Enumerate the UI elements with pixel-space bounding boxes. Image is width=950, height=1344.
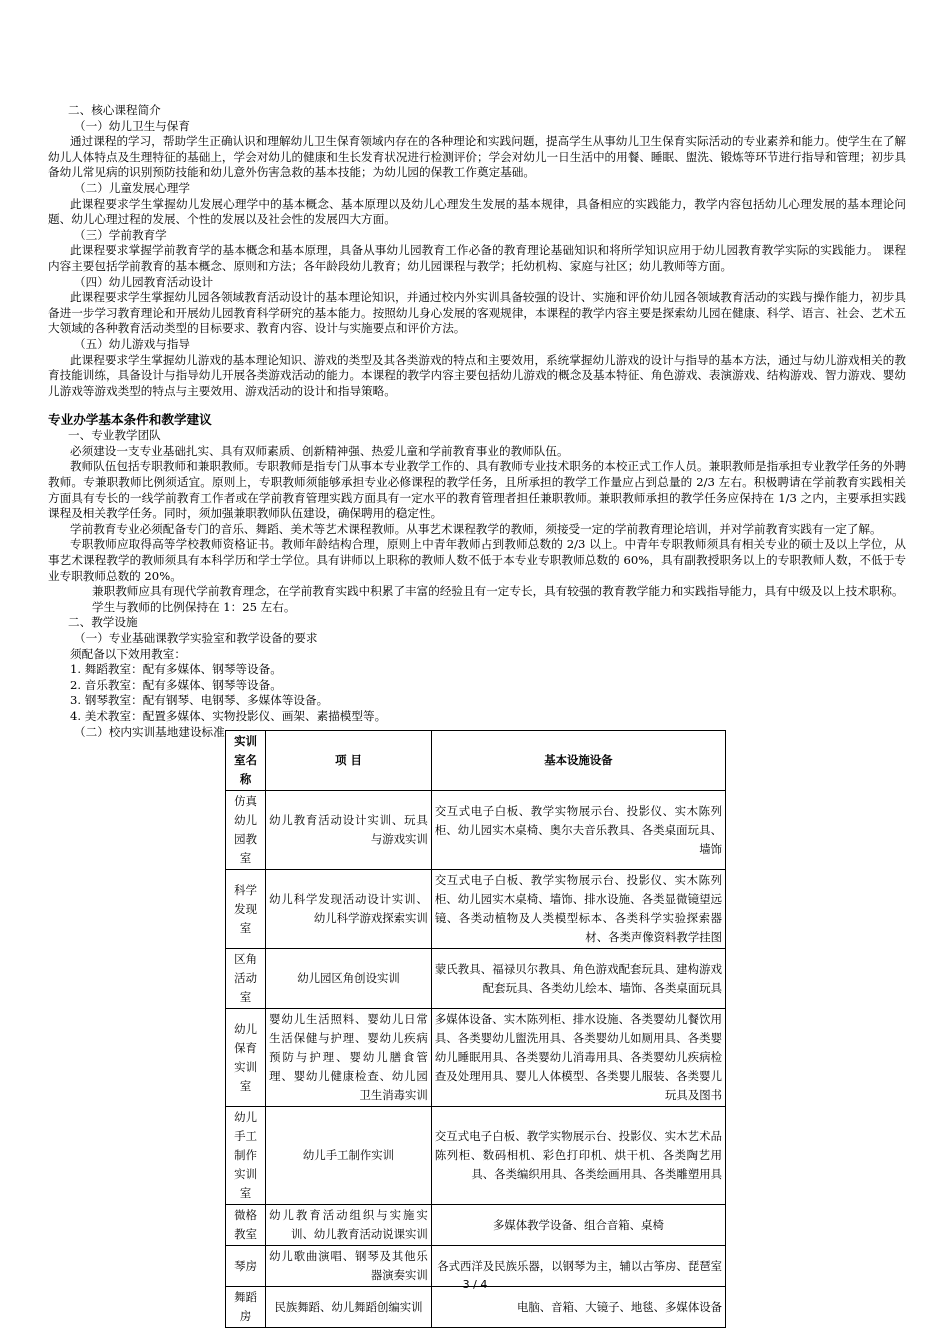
facilities-heading: 二、教学设施 xyxy=(68,615,138,630)
project-cell: 民族舞蹈、幼儿舞蹈创编实训 xyxy=(266,1287,432,1328)
student-teacher-ratio: 学生与教师的比例保持在 1：25 左右。 xyxy=(92,599,296,614)
room-name-cell: 幼儿保育实训室 xyxy=(226,1009,266,1107)
course-title: （一）幼儿卫生与保育 xyxy=(74,118,190,133)
table-row xyxy=(226,791,726,870)
lab-intro: 须配备以下效用教室： xyxy=(70,646,186,661)
section-title: 专业办学基本条件和教学建议 xyxy=(48,412,212,428)
team-heading: 一、专业教学团队 xyxy=(68,428,161,443)
header-equipment: 基本设施设备 xyxy=(431,731,725,791)
course-description: 通过课程的学习，帮助学生正确认识和理解幼儿卫生保育领域内存在的各种理论和实践问题，提高学生从事幼儿卫生保育实际活动的专业素养和能力。使学生在了解幼儿人体特点及生理特征的基础上，学会对幼儿的健康和生长发育状况进行检测评价；学会对幼儿一日生活中的用餐、睡眠、盥洗、锻炼等环节进行指导和管理；初步具备幼儿常见病的识别预防技能和幼儿意外伤害急救的基本技能；为幼儿园的保教工作奠定基础。 xyxy=(48,134,906,180)
project-cell: 幼儿手工制作实训 xyxy=(266,1107,432,1205)
header-project: 项 目 xyxy=(266,731,432,791)
table-row xyxy=(226,1287,726,1328)
room-item: 2. 音乐教室：配有多媒体、钢琴等设备。 xyxy=(70,677,282,692)
document-body xyxy=(48,103,906,740)
project-cell: 幼儿歌曲演唱、钢琴及其他乐器演奏实训 xyxy=(266,1246,432,1287)
course-title: （二）儿童发展心理学 xyxy=(74,180,190,195)
lab-heading: （一）专业基础课教学实验室和教学设备的要求 xyxy=(74,631,318,645)
project-cell: 婴幼儿生活照料、婴幼儿日常生活保健与护理、婴幼儿疾病预防与护理、婴幼儿膳食管理、婴幼儿健康检查、幼儿园卫生消毒实训 xyxy=(266,1009,432,1107)
spacer xyxy=(48,399,906,412)
room-item: 1. 舞蹈教室：配有多媒体、钢琴等设备。 xyxy=(70,662,282,677)
room-name-cell: 微格教室 xyxy=(226,1205,266,1246)
core-courses-heading: 二、核心课程简介 xyxy=(68,103,161,117)
room-name-cell: 区角活动室 xyxy=(226,949,266,1009)
room-name-cell: 科学发现室 xyxy=(226,870,266,949)
course-description: 此课程要求学生掌握幼儿发展心理学中的基本概念、基本原理以及幼儿心理发生发展的基本规律，具备相应的实践能力，教学内容包括幼儿心理发展的基本理论问题、幼儿心理过程的发展、个性的发展以及社会性的发展四大方面。 xyxy=(48,196,906,227)
course-description: 此课程要求学生掌握幼儿游戏的基本理论知识、游戏的类型及其各类游戏的特点和主要效用，系统掌握幼儿游戏的设计与指导的基本方法，通过与幼儿游戏相关的教育技能训练，具备设计与指导幼儿开展各类游戏活动的能力。本课程的教学内容主要包括幼儿游戏的概念及基本特征、角色游戏、表演游戏、结构游戏、智力游戏、婴幼儿游戏等游戏类型的特点与主要效用、游戏活动的设计和指导策略。 xyxy=(48,352,906,398)
course-title: （四）幼儿园教育活动设计 xyxy=(74,274,214,289)
equipment-cell: 交互式电子白板、教学实物展示台、投影仪、实木陈列柜、幼儿园实木桌椅、奥尔夫音乐教具、各类桌面玩具、墙饰 xyxy=(431,791,725,870)
equipment-cell: 电脑、音箱、大镜子、地毯、多媒体设备 xyxy=(431,1287,725,1328)
project-cell: 幼儿教育活动组织与实施实训、幼儿教育活动说课实训 xyxy=(266,1205,432,1246)
table-row xyxy=(226,1009,726,1107)
course-title: （三）学前教育学 xyxy=(74,227,167,242)
room-item: 4. 美术教室：配置多媒体、实物投影仪、画架、素描模型等。 xyxy=(70,708,387,723)
table-row xyxy=(226,870,726,949)
room-name-cell: 幼儿手工制作实训室 xyxy=(226,1107,266,1205)
team-paragraph: 学前教育专业必须配备专门的音乐、舞蹈、美术等艺术课程教师。从事艺术课程教学的教师，须接受一定的学前教育理论培训，并对学前教育实践有一定了解。 xyxy=(70,521,882,536)
table-row xyxy=(226,1205,726,1246)
course-description: 此课程要求学生掌握幼儿园各领域教育活动设计的基本理论知识，并通过校内外实训具备较强的设计、实施和评价幼儿园各领域教育活动的实践与操作能力，初步具备进一步学习教育理论和开展幼儿园教育科学研究的基本能力。按照幼儿身心发展的客观规律，本课程的教学内容主要是探索幼儿园在健康、科学、语言、社会、艺术五大领域的各种教育活动类型的目标要求、教育内容、设计与实施要点和评价方法。 xyxy=(48,290,906,336)
room-item: 3. 钢琴教室：配有钢琴、电钢琴、多媒体等设备。 xyxy=(70,693,329,708)
team-paragraph: 专职教师应取得高等学校教师资格证书。教师年龄结构合理，原则上中青年教师占到教师总数的 2/3 以上。中青年专职教师须具有相关专业的硕士及以上学位，从事艺术课程教学的教师须具有本科学历和学士学位。具有讲师以上职称的教师人数不低于本专业专职教师总数的 60%，具有副教授职务以上的专职教师人数，不低于专业专职教师总数的 20%。 xyxy=(48,537,906,583)
project-cell: 幼儿教育活动设计实训、玩具与游戏实训 xyxy=(266,791,432,870)
table-row xyxy=(226,1107,726,1205)
training-facility-table xyxy=(225,730,726,1328)
table-row xyxy=(226,949,726,1009)
equipment-cell: 交互式电子白板、教学实物展示台、投影仪、实木陈列柜、幼儿园实木桌椅、墙饰、排水设施、各类显微镜望远镜、各类动植物及人类模型标本、各类科学实验探索器材、各类声像资料教学挂图 xyxy=(431,870,725,949)
room-name-cell: 仿真幼儿园教室 xyxy=(226,791,266,870)
project-cell: 幼儿园区角创设实训 xyxy=(266,949,432,1009)
room-name-cell: 琴房 xyxy=(226,1246,266,1287)
equipment-cell: 多媒体设备、实木陈列柜、排水设施、各类婴幼儿餐饮用具、各类婴幼儿盥洗用具、各类婴幼儿如厕用具、各类婴幼儿睡眠用具、各类婴幼儿消毒用具、各类婴幼儿疾病检查及处理用具、婴儿人体模型、各类婴儿服装、各类婴儿玩具及图书 xyxy=(431,1009,725,1107)
course-description: 此课程要求掌握学前教育学的基本概念和基本原理，具备从事幼儿园教育工作必备的教育理论基础知识和将所学知识应用于幼儿园教育教学实际的实践能力。 课程内容主要包括学前教育的基本概念、原则和方法；各年龄段幼儿教育；幼儿园课程与教学；托幼机构、家庭与社区；幼儿教师等方面。 xyxy=(48,243,906,273)
room-name-cell: 舞蹈房 xyxy=(226,1287,266,1328)
equipment-cell: 多媒体教学设备、组合音箱、桌椅 xyxy=(431,1205,725,1246)
base-heading: （二）校内实训基地建设标准 xyxy=(74,724,225,739)
table-header-row xyxy=(226,731,726,791)
team-paragraph: 教师队伍包括专职教师和兼职教师。专职教师是指专门从事本专业教学工作的、具有教师专业技术职务的本校正式工作人员。兼职教师是指承担专业教学任务的外聘教师。专兼职教师比例须适宜。原则上，专职教师须能够承担专业必修课程的教学任务，且所承担的教学工作量应占到总量的 2/3 左右。积极聘请在学前教育实践相关方面具有专长的一线学前教育工作者或在学前教育管理实践方面具有一定水平的教育管理者担任兼职教师。兼职教师承担的教学任务应保持在 1/3 之内，主要承担实践课程及相关教学任务。同时，须加强兼职教师队伍建设，确保聘用的稳定性。 xyxy=(48,459,906,521)
equipment-cell: 各式西洋及民族乐器，以钢琴为主，辅以古筝房、琵琶室 xyxy=(431,1246,725,1287)
header-room-name: 实训室名称 xyxy=(226,731,266,791)
team-paragraph: 必须建设一支专业基础扎实、具有双师素质、创新精神强、热爱儿童和学前教育事业的教师队伍。 xyxy=(70,443,569,458)
project-cell: 幼儿科学发现活动设计实训、幼儿科学游戏探索实训 xyxy=(266,870,432,949)
equipment-cell: 交互式电子白板、教学实物展示台、投影仪、实木艺术品陈列柜、数码相机、彩色打印机、烘干机、各类陶艺用具、各类编织用具、各类绘画用具、各类雕塑用具 xyxy=(431,1107,725,1205)
course-title: （五）幼儿游戏与指导 xyxy=(74,336,190,351)
page-number: 3 / 4 xyxy=(462,1278,488,1291)
team-paragraph: 兼职教师应具有现代学前教育理念，在学前教育实践中积累了丰富的经验且有一定专长，具有较强的教育教学能力和实践指导能力，具有中级及以上技术职称。 xyxy=(92,584,904,599)
equipment-cell: 蒙氏教具、福禄贝尔教具、角色游戏配套玩具、建构游戏配套玩具、各类幼儿绘本、墙饰、各类桌面玩具 xyxy=(431,949,725,1009)
